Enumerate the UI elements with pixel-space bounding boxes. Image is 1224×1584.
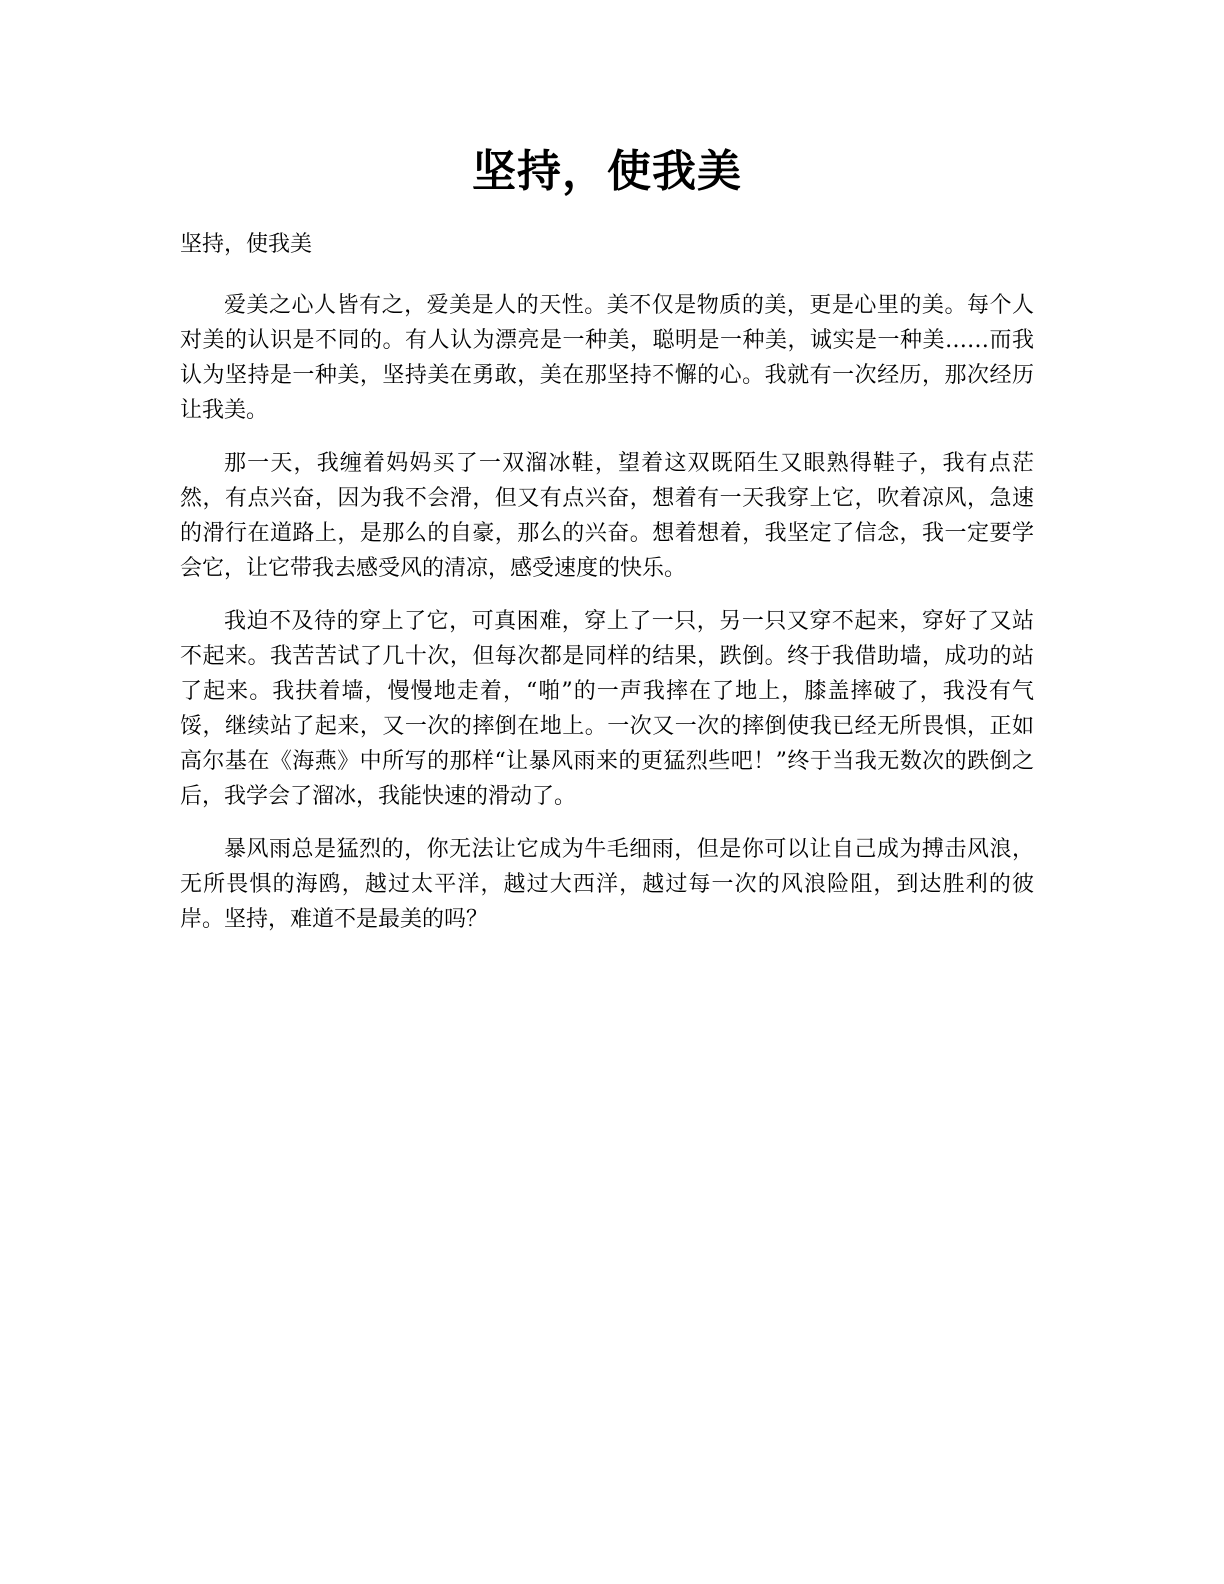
document-body xyxy=(180,288,1034,937)
paragraph-3: 我迫不及待的穿上了它，可真困难，穿上了一只，另一只又穿不起来，穿好了又站不起来。我苦苦试了几十次，但每次都是同样的结果，跌倒。终于我借助墙，成功的站了起来。我扶着墙，慢慢地走着，“啪”的一声我摔在了地上，膝盖摔破了，我没有气馁，继续站了起来，又一次的摔倒在地上。一次又一次的摔倒使我已经无所畏惧，正如高尔基在《海燕》中所写的那样“让暴风雨来的更猛烈些吧！”终于当我无数次的跌倒之后，我学会了溜冰，我能快速的滑动了。 xyxy=(180,609,1034,809)
paragraph-4: 暴风雨总是猛烈的，你无法让它成为牛毛细雨，但是你可以让自己成为搏击风浪，无所畏惧的海鸥，越过太平洋，越过大西洋，越过每一次的风浪险阻，到达胜利的彼岸。坚持，难道不是最美的吗？ xyxy=(180,837,1034,932)
document-page xyxy=(180,140,1034,955)
paragraph-2: 那一天，我缠着妈妈买了一双溜冰鞋，望着这双既陌生又眼熟得鞋子，我有点茫然，有点兴奋，因为我不会滑，但又有点兴奋，想着有一天我穿上它，吹着凉风，急速的滑行在道路上，是那么的自豪，那么的兴奋。想着想着，我坚定了信念，我一定要学会它，让它带我去感受风的清凉，感受速度的快乐。 xyxy=(180,451,1034,581)
paragraph-1: 爱美之心人皆有之，爱美是人的天性。美不仅是物质的美，更是心里的美。每个人对美的认识是不同的。有人认为漂亮是一种美，聪明是一种美，诚实是一种美……而我认为坚持是一种美，坚持美在勇敢，美在那坚持不懈的心。我就有一次经历，那次经历让我美。 xyxy=(180,293,1034,423)
document-title: 坚持，使我美 xyxy=(472,146,742,197)
document-subtitle: 坚持，使我美 xyxy=(180,232,313,257)
